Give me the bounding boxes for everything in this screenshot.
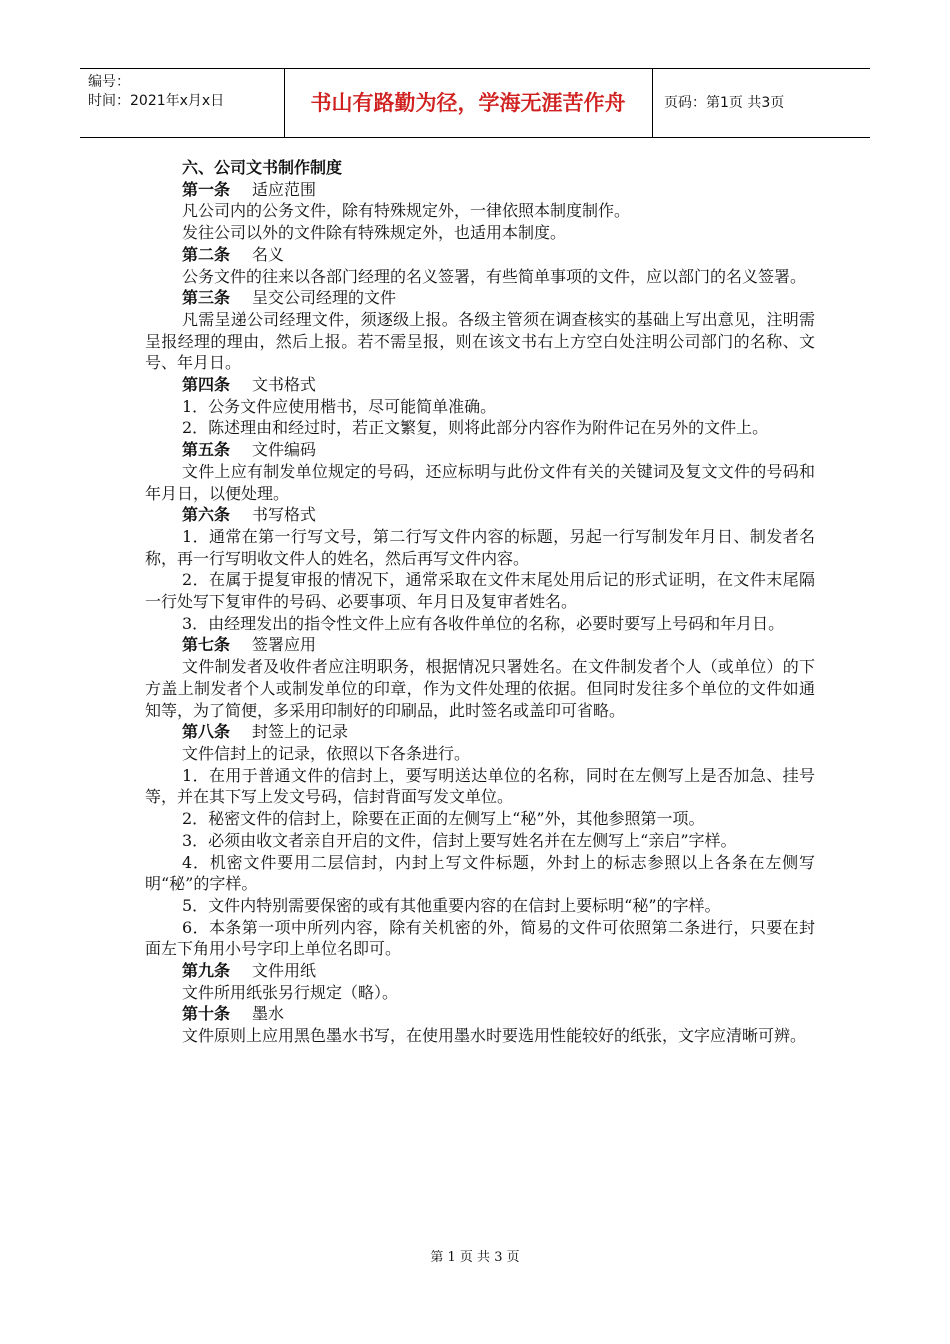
article-paragraph: 文件所用纸张另行规定（略）。 [182, 982, 399, 1002]
article-name: 文件用纸 [252, 961, 317, 981]
article-name: 文书格式 [252, 375, 317, 395]
article-paragraph: 2．秘密文件的信封上，除要在正面的左侧写上“秘”外，其他参照第一项。 [182, 809, 705, 829]
article-heading [145, 374, 815, 396]
article-heading [145, 721, 815, 743]
article-number: 第九条 [182, 961, 231, 981]
article-paragraph: 2．陈述理由和经过时，若正文繁复，则将此部分内容作为附件记在另外的文件上。 [182, 418, 769, 438]
header-meta [88, 73, 224, 111]
article-name: 签署应用 [252, 635, 317, 655]
article-number: 第六条 [182, 505, 231, 525]
article-heading [145, 287, 815, 309]
article-heading [145, 504, 815, 526]
article-number: 第十条 [182, 1004, 231, 1024]
article-paragraph: 发往公司以外的文件除有特殊规定外，也适用本制度。 [182, 223, 567, 243]
article-name: 呈交公司经理的文件 [252, 288, 397, 308]
article-paragraph: 3．必须由收文者亲自开启的文件，信封上要写姓名并在左侧写上“亲启”字样。 [182, 830, 737, 850]
article-number: 第二条 [182, 244, 231, 264]
article-name: 文件编码 [252, 440, 317, 460]
article-heading [145, 1003, 815, 1025]
article-paragraph: 6．本条第一项中所列内容，除有关机密的外，简易的文件可依照第二条进行，只要在封面左下角用小号字印上单位名即可。 [145, 917, 815, 959]
document-time-label: 时间：2021年x月x日 [88, 93, 225, 109]
article-paragraph: 3．由经理发出的指令性文件上应有各收件单位的名称，必要时要写上号码和年月日。 [182, 613, 785, 633]
article-paragraph: 文件原则上应用黑色墨水书写，在使用墨水时要选用性能较好的纸张，文字应清晰可辨。 [182, 1026, 807, 1046]
article-paragraph: 2．在属于提复审报的情况下，通常采取在文件末尾处用后记的形式证明，在文件末尾隔一行处写下复审件的号码、必要事项、年月日及复审者姓名。 [145, 570, 815, 612]
article-heading [145, 634, 815, 656]
article-number: 第八条 [182, 722, 231, 742]
article-paragraph: 4．机密文件要用二层信封，内封上写文件标题，外封上的标志参照以上各条在左侧写明“秘”的字样。 [145, 852, 815, 894]
article-heading [145, 244, 815, 266]
article-number: 第一条 [182, 179, 231, 199]
article-number: 第三条 [182, 288, 231, 308]
article-paragraph: 1．通常在第一行写文号，第二行写文件内容的标题，另起一行写制发年月日、制发者名称，再一行写明收文件人的姓名，然后再写文件内容。 [145, 526, 815, 568]
article-heading [145, 439, 815, 461]
article-name: 名义 [252, 244, 285, 264]
header-page-info: 页码：第1页 共3页 [664, 95, 785, 111]
article-number: 第四条 [182, 375, 231, 395]
header-divider [652, 69, 653, 137]
article-paragraph: 文件制发者及收件者应注明职务，根据情况只署姓名。在文件制发者个人（或单位）的下方盖上制发者个人或制发单位的印章，作为文件处理的依据。但同时发往多个单位的文件如通知等，为了简便，多采用印制好的印刷品，此时签名或盖印可省略。 [145, 657, 815, 720]
article-paragraph: 文件信封上的记录，依照以下各条进行。 [182, 743, 471, 763]
article-paragraph: 5．文件内特别需要保密的或有其他重要内容的在信封上要标明“秘”的字样。 [182, 895, 721, 915]
article-paragraph: 凡需呈递公司经理文件，须逐级上报。各级主管须在调查核实的基础上写出意见，注明需呈报经理的理由，然后上报。若不需呈报，则在该文书右上方空白处注明公司部门的名称、文号、年月日。 [145, 309, 815, 373]
article-paragraph: 1．在用于普通文件的信封上，要写明送达单位的名称，同时在左侧写上是否加急、挂号等，并在其下写上发文号码，信封背面写发文单位。 [145, 765, 815, 807]
article-name: 墨水 [252, 1004, 285, 1024]
article-paragraph: 凡公司内的公务文件，除有特殊规定外，一律依照本制度制作。 [182, 201, 631, 221]
article-paragraph: 1．公务文件应使用楷书，尽可能简单准确。 [182, 396, 497, 416]
document-body [145, 157, 815, 1047]
header-slogan: 书山有路勤为径，学海无涯苦作舟 [310, 91, 626, 115]
article-heading [145, 960, 815, 982]
article-number: 第七条 [182, 635, 231, 655]
article-name: 封签上的记录 [252, 722, 349, 742]
document-number-label: 编号： [88, 74, 130, 90]
article-name: 书写格式 [252, 505, 317, 525]
document-title: 六、公司文书制作制度 [182, 158, 343, 177]
article-paragraph: 文件上应有制发单位规定的号码，还应标明与此份文件有关的关键词及复文文件的号码和年月日，以便处理。 [145, 461, 815, 503]
article-heading [145, 179, 815, 201]
article-paragraph: 公务文件的往来以各部门经理的名义签署，有些简单事项的文件，应以部门的名义签署。 [182, 266, 807, 286]
page-header [80, 68, 870, 138]
article-number: 第五条 [182, 440, 231, 460]
article-name: 适应范围 [252, 179, 317, 199]
page-footer: 第 1 页 共 3 页 [430, 1250, 520, 1265]
